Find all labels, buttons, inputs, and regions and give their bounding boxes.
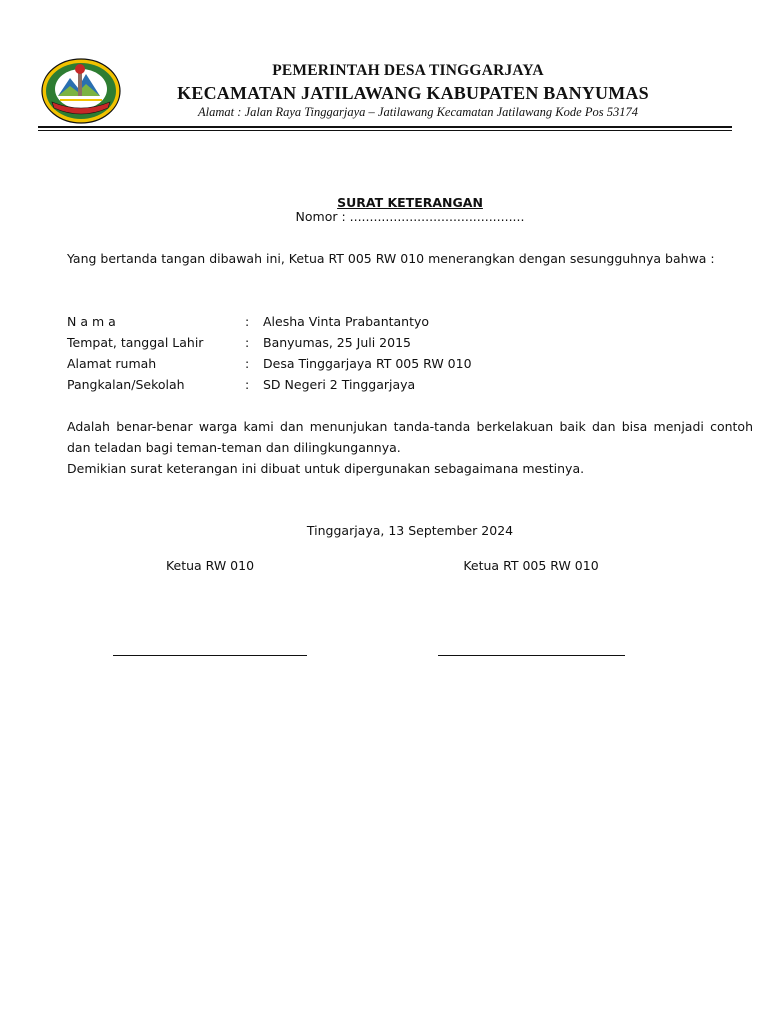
signer-left-title: Ketua RW 010 xyxy=(165,558,255,573)
field-row-name xyxy=(67,311,753,332)
field-value: Desa Tinggarjaya RT 005 RW 010 xyxy=(263,356,472,371)
letter-title-text: SURAT KETERANGAN xyxy=(337,195,483,210)
field-row-birth xyxy=(67,332,753,353)
field-label: Alamat rumah xyxy=(67,356,157,371)
field-value: Alesha Vinta Prabantantyo xyxy=(263,314,430,329)
signer-right-title: Ketua RT 005 RW 010 xyxy=(463,558,599,573)
header-divider-thin xyxy=(38,130,732,131)
field-label: Tempat, tanggal Lahir xyxy=(67,335,204,350)
letter-number: Nomor : ............................................ xyxy=(295,209,525,224)
place-date: Tinggarjaya, 13 September 2024 xyxy=(306,523,514,538)
signature-line-right xyxy=(438,655,625,656)
field-colon: : xyxy=(245,314,250,329)
closing-paragraph: Demikian surat keterangan ini dibuat untuk dipergunakan sebagaimana mestinya. xyxy=(67,461,585,476)
header-district-name: KECAMATAN JATILAWANG KABUPATEN BANYUMAS xyxy=(177,83,649,103)
field-label: N a m a xyxy=(67,314,116,329)
banyumas-regency-emblem-icon xyxy=(40,56,122,126)
field-value: SD Negeri 2 Tinggarjaya xyxy=(263,377,416,392)
field-value: Banyumas, 25 Juli 2015 xyxy=(263,335,411,350)
header-address: Alamat : Jalan Raya Tinggarjaya – Jatilawang Kecamatan Jatilawang Kode Pos 53174 xyxy=(198,105,638,119)
intro-paragraph: Yang bertanda tangan dibawah ini, Ketua RT 005 RW 010 menerangkan dengan sesungguhnya bahwa : xyxy=(67,251,715,266)
field-colon: : xyxy=(245,377,250,392)
header-divider-thick xyxy=(38,126,732,128)
field-colon: : xyxy=(245,356,250,371)
field-colon: : xyxy=(245,335,250,350)
header-government-name: PEMERINTAH DESA TINGGARJAYA xyxy=(272,62,544,79)
body-paragraph: Adalah benar-benar warga kami dan menunjukan tanda-tanda berkelakuan baik dan bisa menjadi contoh dan teladan bagi teman-teman dan dilingkungannya. xyxy=(67,419,753,455)
letter-title xyxy=(160,195,660,210)
field-label: Pangkalan/Sekolah xyxy=(67,377,185,392)
field-row-school xyxy=(67,374,753,395)
signature-line-left xyxy=(113,655,307,656)
field-row-address xyxy=(67,353,753,374)
